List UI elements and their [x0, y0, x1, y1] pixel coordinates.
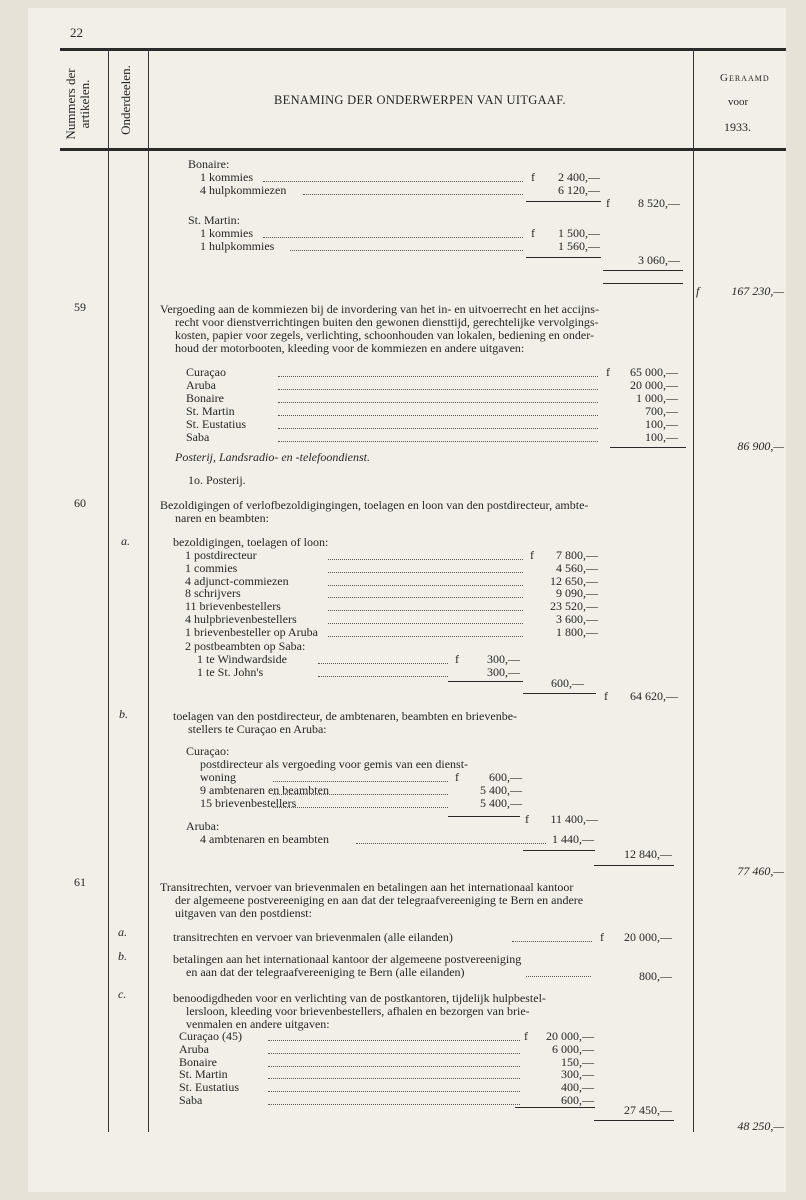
- art60-a-saba-total: 600,—: [551, 676, 584, 690]
- art61-b-text: en aan dat der telegraafvereeniging te Bern (alle eilanden): [186, 965, 465, 979]
- leader-dots: [268, 1078, 520, 1079]
- sum-rule: [515, 1107, 595, 1108]
- sub-letter: a.: [121, 534, 130, 548]
- sum-rule: [594, 1120, 674, 1121]
- ledger-row-label: Bonaire: [186, 391, 224, 405]
- currency-f: f: [531, 170, 535, 184]
- art61-total: 48 250,—: [737, 1119, 784, 1133]
- art59-total: 86 900,—: [737, 439, 784, 453]
- art60-b-aruba-label: 4 ambtenaren en beambten: [200, 832, 329, 846]
- leader-dots: [328, 597, 523, 598]
- st-martin-row1-amount: 1 500,—: [558, 226, 600, 240]
- currency-f: f: [531, 226, 535, 240]
- ledger-row-amount: 150,—: [561, 1054, 594, 1069]
- leader-dots: [268, 1040, 520, 1041]
- leader-dots: [268, 1053, 520, 1054]
- ledger-row-amount: 600,—: [489, 770, 522, 784]
- leader-dots: [328, 636, 523, 637]
- header-bottom-rule: [60, 148, 786, 151]
- ledger-row-label: woning: [200, 770, 236, 784]
- art61-c-total: 27 450,—: [624, 1103, 672, 1117]
- art59-text: recht voor dienstverrichtingen buiten den gewonen diensttijd, gerechtelijke vervolgings-: [175, 315, 599, 329]
- ledger-row-amount: 700,—: [645, 404, 678, 418]
- leader-dots: [303, 194, 523, 195]
- ledger-row-label: 8 schrijvers: [185, 586, 241, 601]
- ledger-row-label: 1 commies: [185, 560, 238, 575]
- ledger-row-label: 4 adjunct-commiezen: [185, 573, 289, 588]
- art60-b-total: 12 840,—: [624, 847, 672, 861]
- bonaire-row2-amount: 6 120,—: [558, 183, 600, 197]
- ledger-row-label: 4 hulpbrievenbestellers: [185, 612, 297, 626]
- header-geraamd: Geraamd: [720, 72, 770, 84]
- header-top-rule: [60, 48, 786, 51]
- bonaire-subtotal: 8 520,—: [638, 196, 680, 210]
- st-martin-row2-amount: 1 560,—: [558, 239, 600, 253]
- leader-dots: [273, 794, 448, 795]
- leader-dots: [268, 1066, 520, 1067]
- art60-b-text: toelagen van den postdirecteur, de ambtenaren, beambten en brievenbe-: [173, 709, 518, 723]
- header-benaming: BENAMING DER ONDERWERPEN VAN UITGAAF.: [274, 93, 566, 107]
- ledger-row-amount: 5 400,—: [480, 783, 522, 797]
- ledger-row-label: 1 te Windwardside: [197, 652, 287, 666]
- section-heading: Posterij, Landsradio- en -telefoondienst.: [175, 450, 370, 464]
- leader-dots: [278, 376, 598, 377]
- bonaire-row1-label: 1 kommies: [200, 170, 253, 184]
- sub-letter: b.: [119, 707, 128, 721]
- leader-dots: [278, 402, 598, 403]
- art61-text: uitgaven van den postdienst:: [175, 906, 312, 920]
- currency-f: f: [606, 365, 610, 379]
- ledger-row-amount: 300,—: [487, 665, 520, 679]
- currency-f: f: [524, 1029, 528, 1043]
- ledger-row-label: Curaçao (45): [179, 1029, 242, 1043]
- ledger-row-amount: 5 400,—: [480, 796, 522, 810]
- sum-rule: [594, 865, 674, 866]
- ledger-row-label: Bonaire: [179, 1054, 217, 1069]
- ledger-row-label: St. Martin: [186, 404, 235, 418]
- leader-dots: [328, 559, 523, 560]
- art61-a-amount: 20 000,—: [624, 930, 672, 944]
- ledger-row-label: Aruba: [179, 1041, 209, 1056]
- column-rule: [108, 48, 109, 1132]
- sum-rule: [526, 257, 601, 258]
- header-onderdeelen: Onderdeelen.: [118, 65, 133, 135]
- ledger-row-amount: 23 520,—: [550, 599, 598, 614]
- leader-dots: [278, 415, 598, 416]
- art60-a-saba-heading: 2 postbeambten op Saba:: [185, 639, 306, 653]
- sum-rule: [523, 850, 595, 851]
- ledger-row-label: Curaçao: [186, 365, 226, 379]
- ledger-row-label: 11 brievenbestellers: [185, 599, 281, 614]
- sum-rule: [603, 270, 683, 271]
- leader-dots: [263, 237, 523, 238]
- leader-dots: [328, 572, 523, 573]
- sum-rule: [448, 816, 520, 817]
- ledger-row-label: St. Martin: [179, 1067, 228, 1082]
- leader-dots: [278, 441, 598, 442]
- ledger-row-label: 9 ambtenaren en beambten: [200, 783, 329, 797]
- art61-b-text: betalingen aan het internationaal kantoor der algemeene postvereeniging: [173, 952, 522, 966]
- art60-total: 77 460,—: [737, 864, 784, 878]
- art61-b-amount: 800,—: [639, 969, 672, 983]
- ledger-row-label: St. Eustatius: [179, 1080, 240, 1095]
- art60-b-curacao: Curaçao:: [186, 744, 230, 758]
- sum-rule: [603, 283, 683, 284]
- leader-dots: [328, 610, 523, 611]
- sum-rule: [610, 447, 686, 448]
- sub-letter: b.: [118, 949, 127, 963]
- st-martin-row2-label: 1 hulpkommies: [200, 239, 275, 253]
- column-rule: [693, 48, 694, 1132]
- leader-dots: [318, 663, 448, 664]
- art60-b-text: stellers te Curaçao en Aruba:: [188, 722, 327, 736]
- currency-f: f: [696, 284, 700, 298]
- ledger-row-label: St. Eustatius: [186, 417, 247, 431]
- art60-a-heading: bezoldigingen, toelagen of loon:: [173, 535, 329, 549]
- ledger-row-label: Saba: [186, 430, 210, 444]
- leader-dots: [526, 976, 591, 977]
- currency-f: f: [530, 548, 534, 562]
- st-martin-heading: St. Martin:: [188, 213, 241, 227]
- ledger-row-amount: 100,—: [645, 417, 678, 431]
- ledger-row-amount: 20 000,—: [546, 1029, 594, 1043]
- ledger-row-label: Saba: [179, 1093, 203, 1107]
- sum-rule: [448, 681, 523, 682]
- ledger-row-amount: 3 600,—: [556, 612, 598, 626]
- ledger-row-amount: 6 000,—: [552, 1041, 594, 1056]
- ledger-row-amount: 400,—: [561, 1080, 594, 1095]
- art60-text: Bezoldigingen of verlofbezoldigingingen, toelagen en loon van den postdirecteur, ambte-: [160, 498, 589, 512]
- art61-c-text: venmalen en andere uitgaven:: [186, 1017, 330, 1031]
- currency-f: f: [455, 652, 459, 666]
- article-number: 61: [74, 875, 86, 889]
- leader-dots: [318, 676, 448, 677]
- leader-dots: [273, 807, 448, 808]
- ledger-row-label: 1 brievenbesteller op Aruba: [185, 624, 318, 639]
- leader-dots: [278, 389, 598, 390]
- currency-f: f: [604, 689, 608, 703]
- article-number: 59: [74, 300, 86, 314]
- art60-text: naren en beambten:: [175, 511, 269, 525]
- art60-b-aruba-amount: 1 440,—: [552, 832, 594, 846]
- leader-dots: [263, 181, 523, 182]
- ledger-row-label: Aruba: [186, 378, 216, 392]
- header-nummers: Nummers der artikelen.: [63, 68, 92, 140]
- document-page: [28, 8, 786, 1192]
- art61-c-text: lersloon, kleeding voor brievenbestellers, afhalen en bezorgen van brie-: [186, 1004, 530, 1018]
- ledger-row-label: 1 te St. John's: [197, 665, 264, 679]
- currency-f: f: [606, 196, 610, 210]
- ledger-row-amount: 1 800,—: [556, 624, 598, 639]
- column-rule: [148, 48, 149, 1132]
- leader-dots: [290, 250, 523, 251]
- sub-letter: a.: [118, 925, 127, 939]
- art60-b-curacao-text: postdirecteur als vergoeding voor gemis van een dienst-: [200, 757, 469, 771]
- ledger-row-amount: 65 000,—: [630, 365, 678, 379]
- leader-dots: [328, 623, 523, 624]
- header-voor: voor: [728, 96, 749, 108]
- ledger-row-label: 15 brievenbestellers: [200, 796, 297, 810]
- art61-text: Transitrechten, vervoer van brievenmalen en betalingen aan het internationaal kantoor: [160, 880, 574, 894]
- bonaire-row2-label: 4 hulpkommiezen: [200, 183, 287, 197]
- art61-a-text: transitrechten en vervoer van brievenmalen (alle eilanden): [173, 930, 453, 944]
- st-martin-row1-label: 1 kommies: [200, 226, 253, 240]
- currency-f: f: [455, 770, 459, 784]
- kommiezen-total: 167 230,—: [731, 284, 784, 298]
- sub-letter: c.: [118, 987, 127, 1001]
- ledger-row-amount: 4 560,—: [556, 560, 598, 575]
- art59-text: kosten, papier voor zegels, verlichting, schoonhouden van lokalen, bediening en onder-: [175, 328, 594, 342]
- leader-dots: [278, 428, 598, 429]
- art60-a-total: 64 620,—: [630, 689, 678, 703]
- art60-b-aruba: Aruba:: [186, 819, 220, 833]
- ledger-row-amount: 12 650,—: [550, 573, 598, 588]
- art59-text: houd der motorbooten, kleeding voor de kommiezen en andere uitgaven:: [175, 341, 525, 355]
- leader-dots: [512, 941, 592, 942]
- ledger-row-amount: 600,—: [561, 1093, 594, 1107]
- currency-f: f: [525, 812, 529, 826]
- bonaire-row1-amount: 2 400,—: [558, 170, 600, 184]
- leader-dots: [273, 781, 448, 782]
- bonaire-heading: Bonaire:: [188, 157, 230, 171]
- currency-f: f: [600, 930, 604, 944]
- ledger-row-amount: 7 800,—: [556, 548, 598, 562]
- header-year: 1933.: [724, 120, 751, 134]
- ledger-row-amount: 100,—: [645, 430, 678, 444]
- subsection-heading: 1o. Posterij.: [188, 473, 246, 487]
- leader-dots: [328, 585, 523, 586]
- leader-dots: [268, 1091, 520, 1092]
- st-martin-subtotal: 3 060,—: [638, 253, 680, 267]
- art60-b-curacao-total: 11 400,—: [550, 812, 598, 826]
- ledger-row-label: 1 postdirecteur: [185, 548, 257, 562]
- art61-c-text: benoodigdheden voor en verlichting van de postkantoren, tijdelijk hulpbestel-: [173, 991, 546, 1005]
- page-number: 22: [70, 25, 83, 40]
- sum-rule: [526, 201, 601, 202]
- ledger-row-amount: 1 000,—: [636, 391, 678, 405]
- article-number: 60: [74, 496, 86, 510]
- ledger-row-amount: 300,—: [561, 1067, 594, 1082]
- ledger-row-amount: 20 000,—: [630, 378, 678, 392]
- art61-text: der algemeene postvereeniging en aan dat der telegraafvereeniging te Bern en andere: [175, 893, 584, 907]
- ledger-row-amount: 9 090,—: [556, 586, 598, 601]
- ledger-row-amount: 300,—: [487, 652, 520, 666]
- leader-dots: [356, 843, 546, 844]
- sum-rule: [523, 693, 596, 694]
- leader-dots: [268, 1104, 520, 1105]
- art59-text: Vergoeding aan de kommiezen bij de invordering van het in- en uitvoerrecht en het accijns-: [160, 302, 599, 316]
